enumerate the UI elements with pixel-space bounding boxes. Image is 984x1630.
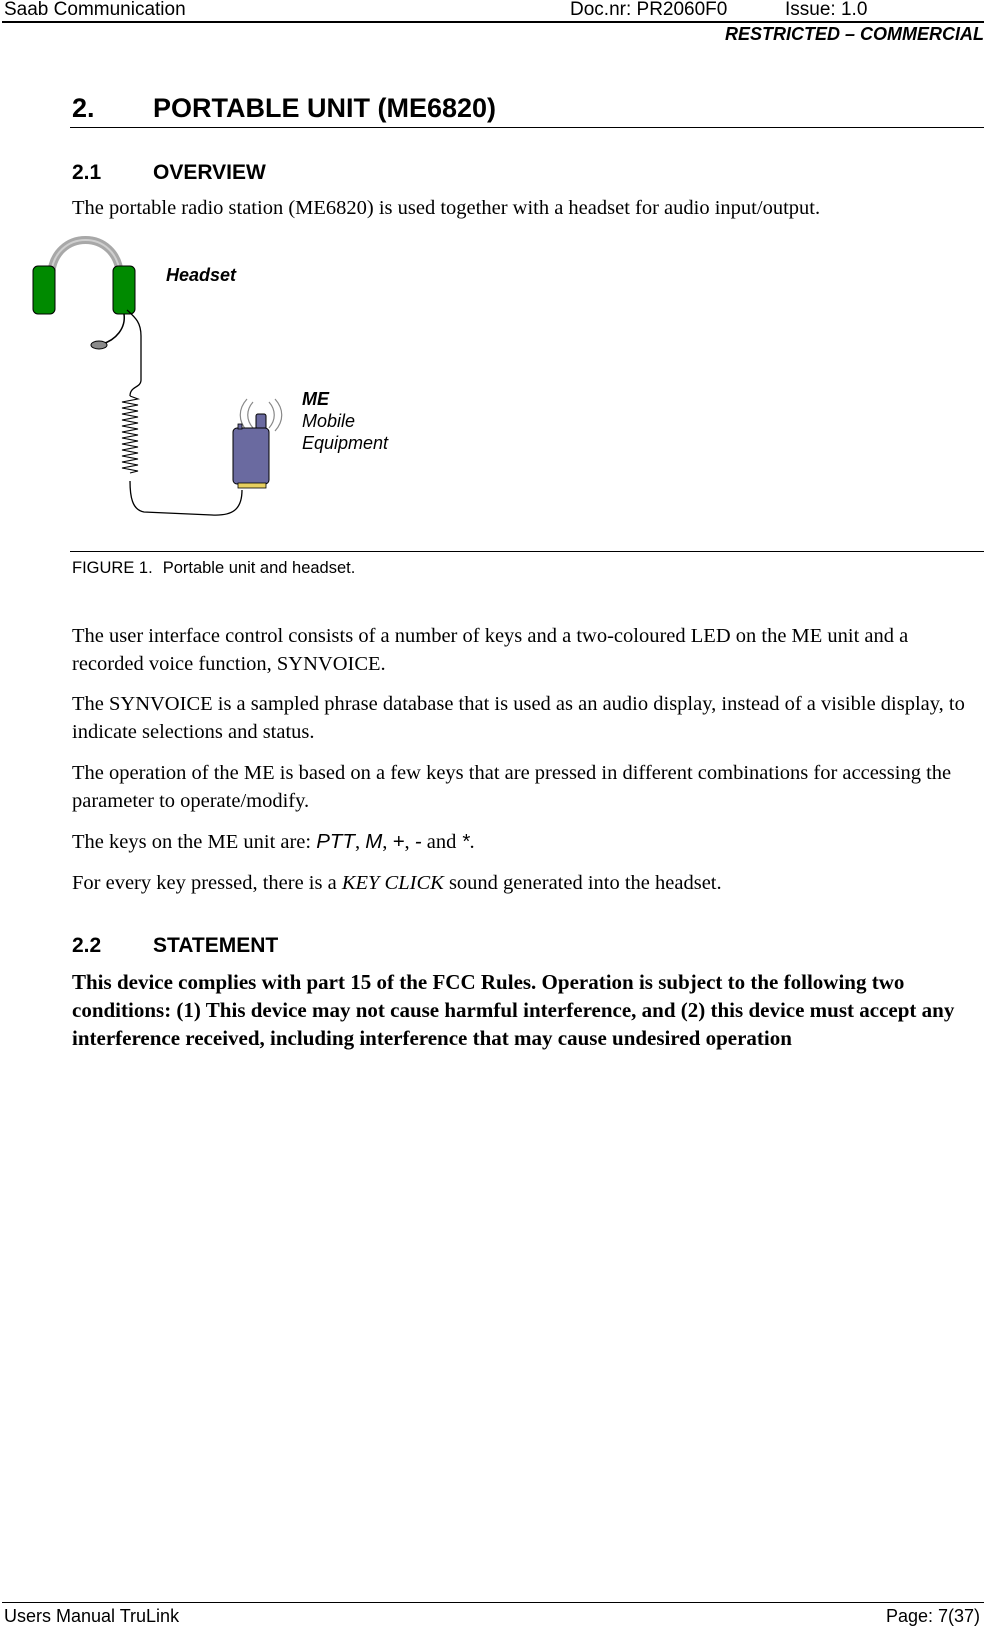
right-earcup (113, 266, 135, 314)
headset-cable (127, 310, 141, 396)
figure-rule (70, 551, 984, 552)
headset-label: Headset (166, 265, 237, 285)
footer-manual-title: Users Manual TruLink (4, 1606, 180, 1626)
paragraph-keys: The keys on the ME unit are: PTT, M, +, - and *. (72, 830, 475, 853)
caption-text: Portable unit and headset. (162, 559, 356, 577)
header-doc-number: Doc.nr: PR2060F0 (570, 0, 728, 20)
subsection-heading-overview (72, 161, 266, 185)
keys-prefix: The keys on the ME unit are: (72, 831, 317, 853)
subsection-heading-statement (72, 934, 278, 958)
header-company: Saab Communication (4, 0, 186, 20)
subsection-number: 2.1 (72, 161, 102, 184)
subsection-title: STATEMENT (153, 934, 279, 957)
figure-portable-unit (20, 228, 984, 550)
section-heading (72, 92, 496, 124)
paragraph-synvoice: The SYNVOICE is a sampled phrase database that is used as an audio display, instead of a visible display, to indicate selections and status. (72, 693, 965, 743)
header-divider (2, 21, 984, 23)
microphone (91, 341, 107, 349)
me-label-equipment: Equipment (302, 433, 389, 453)
header-classification: RESTRICTED – COMMERCIAL (724, 24, 984, 44)
footer-page-number: Page: 7(37) (885, 1606, 980, 1626)
section-title: PORTABLE UNIT (ME6820) (153, 93, 497, 123)
section-heading-rule (70, 127, 984, 128)
key-plus: + (392, 830, 405, 853)
footer-divider (2, 1602, 984, 1603)
caption-number: FIGURE 1. (72, 559, 153, 577)
me-label-mobile: Mobile (302, 411, 356, 431)
key-ptt: PTT (316, 830, 355, 853)
overview-intro: The portable radio station (ME6820) is used together with a headset for audio input/output. (72, 197, 821, 219)
section-number: 2. (72, 93, 95, 123)
key-minus: - (414, 830, 422, 853)
headset-illustration (20, 228, 984, 550)
key-star: * (461, 830, 470, 853)
paragraph-key-click: For every key pressed, there is a KEY CLICK sound generated into the headset. (72, 872, 722, 894)
fcc-statement: This device complies with part 15 of the FCC Rules. Operation is subject to the following two conditions: (1) This device may not cause harmful interference, and (2) this device must accept any interference received, including interference that may cause undesired operation (72, 970, 955, 1050)
paragraph-operation: The operation of the ME is based on a few keys that are pressed in different combinations for accessing the parameter to operate/modify. (72, 762, 952, 812)
device-body (233, 428, 269, 484)
coiled-cable (122, 396, 138, 473)
page-header (4, 0, 984, 22)
subsection-number: 2.2 (72, 934, 102, 957)
headband (51, 240, 120, 276)
key-click-term: KEY CLICK (341, 872, 444, 894)
device-base (238, 483, 266, 488)
key-m: M (365, 830, 383, 853)
subsection-title: OVERVIEW (153, 161, 266, 184)
left-earcup (33, 266, 55, 314)
header-issue: Issue: 1.0 (785, 0, 868, 20)
mic-boom (102, 314, 124, 344)
figure-caption (72, 558, 355, 578)
paragraph-user-interface: The user interface control consists of a number of keys and a two-coloured LED on the ME unit and a recorded voice function, SYNVOICE. (72, 625, 909, 675)
me-label: ME (302, 389, 329, 409)
